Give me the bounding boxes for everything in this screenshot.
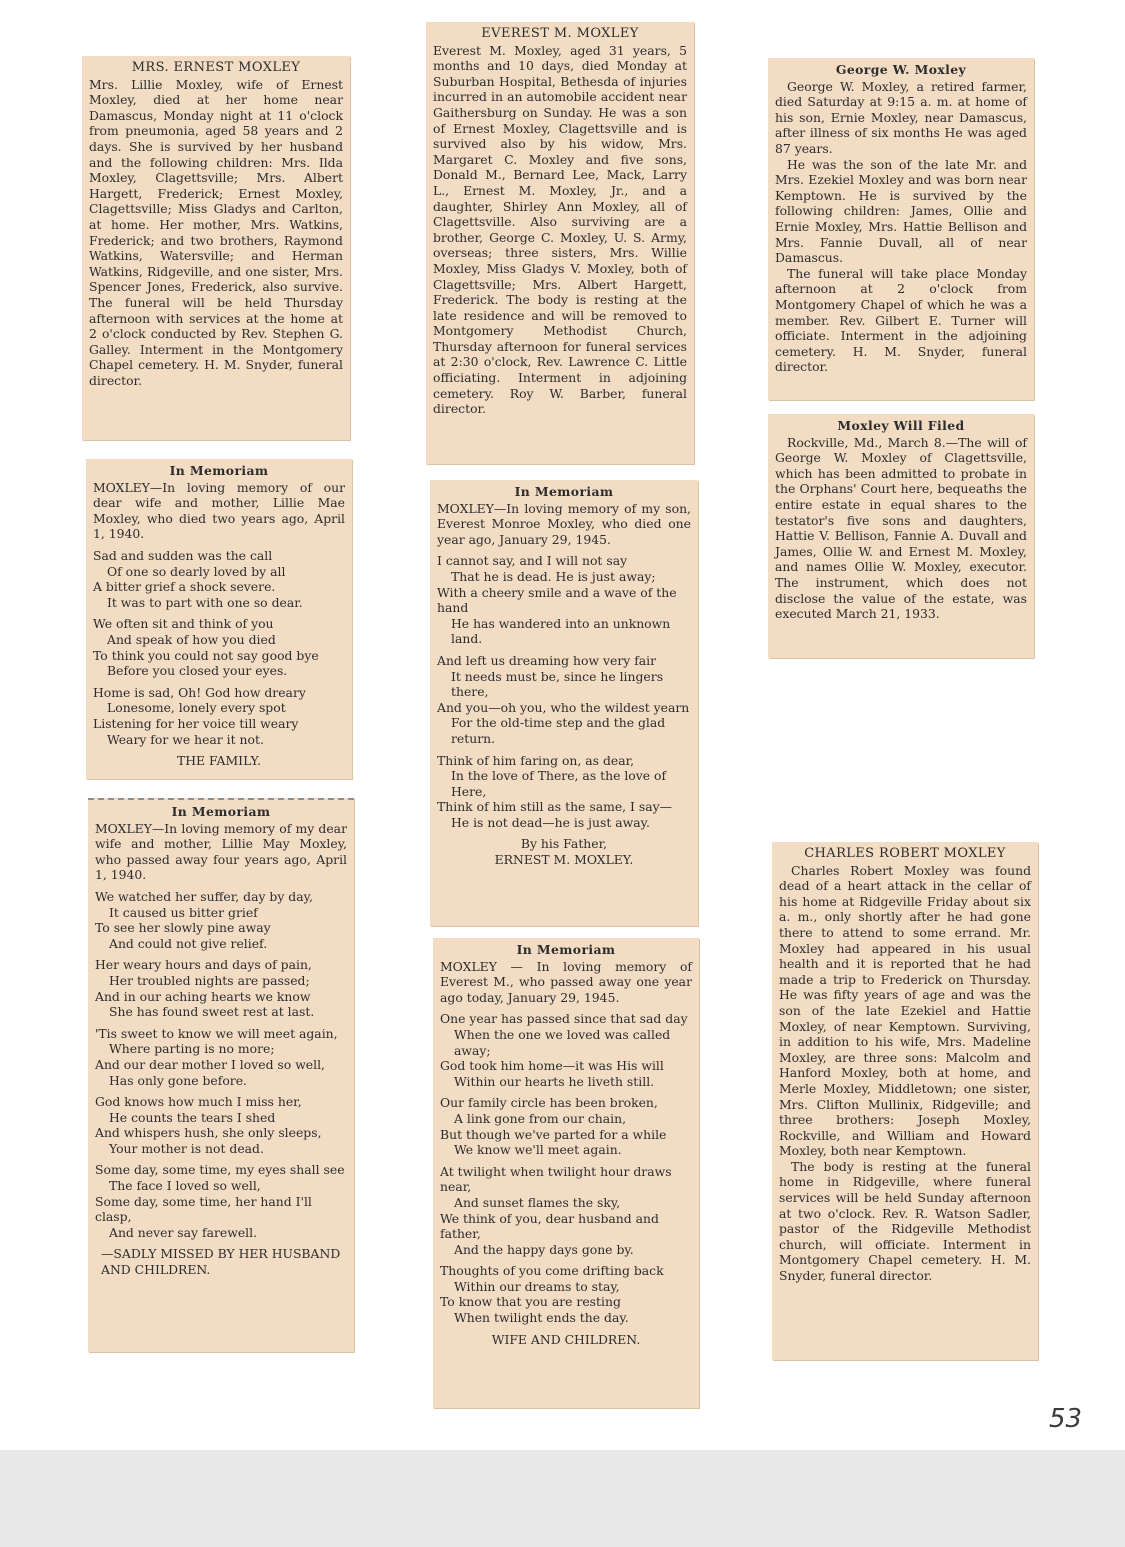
poem-stanza [440, 1164, 692, 1258]
poem-line: And you—oh you, who the wildest yearn [437, 699, 690, 715]
poem-line: One year has passed since that sad day [440, 1011, 688, 1027]
clipping-intro: MOXLEY—In loving memory of my dear wife and mother, Lillie May Moxley, who passed away four years ago, April 1, 1940. [95, 820, 347, 883]
clipping-title: Moxley Will Filed [837, 418, 965, 433]
poem-stanza [95, 1094, 347, 1156]
clipping-intro: MOXLEY — In loving memory of Everest M., who passed away one year ago today, January 29, 1945. [440, 958, 692, 1005]
poem-line: Of one so dearly loved by all [107, 563, 286, 579]
poem-line: When twilight ends the day. [454, 1310, 629, 1326]
clipping-title: EVEREST M. MOXLEY [481, 26, 639, 41]
poem-line: Think of him faring on, as dear, [437, 752, 635, 768]
poem-line: Weary for we hear it not. [107, 731, 264, 747]
clipping-paragraph: Rockville, Md., March 8.—The will of George W. Moxley of Clagettsville, which has been admitted to probate in the Orphans' Court here, bequeaths the entire estate in equal shares to the testator's five sons and daughters, Hattie V. Bellison, Fannie A. Duvall and James, Ollie W. and Ernest M. Moxley, and names Ollie W. Moxley, executor. The instrument, which does not disclose the value of the estate, was executed March 21, 1933. [775, 434, 1027, 622]
poem-stanza [437, 753, 691, 831]
poem-line: The face I loved so well, [109, 1178, 261, 1194]
poem-line: Within our hearts he liveth still. [454, 1073, 655, 1089]
poem-line: To think you could not say good bye [93, 647, 319, 663]
poem-line: Her troubled nights are passed; [109, 972, 310, 988]
poem-line: Some day, some time, her hand I'll clasp, [95, 1193, 312, 1225]
poem-line: Listening for her voice till weary [93, 715, 299, 731]
poem-line: Her weary hours and days of pain, [95, 957, 312, 973]
clipping-title: In Memoriam [171, 804, 271, 819]
poem-line: That he is dead. He is just away; [451, 568, 656, 584]
poem-line: And never say farewell. [109, 1224, 258, 1240]
clipping-title: In Memoriam [514, 484, 614, 499]
poem-stanza [437, 553, 691, 647]
poem-stanza [440, 1095, 692, 1157]
poem-line: Your mother is not dead. [109, 1140, 264, 1156]
poem-line: To know that you are resting [440, 1294, 621, 1310]
obituary-george-w-moxley [768, 58, 1034, 400]
poem-line: God took him home—it was His will [440, 1058, 664, 1074]
poem-line: He has wandered into an unknown land. [451, 615, 671, 647]
poem-line: And speak of how you died [107, 631, 276, 647]
poem-line: Lonesome, lonely every spot [107, 700, 286, 716]
clipping-title: In Memoriam [516, 942, 616, 957]
clipping-intro: MOXLEY—In loving memory of our dear wife and mother, Lillie Mae Moxley, who died two years ago, April 1, 1940. [93, 479, 345, 542]
poem-line: But though we've parted for a while [440, 1126, 667, 1142]
clipping-signature: —SADLY MISSED BY HER HUSBAND AND CHILDREN. [101, 1246, 341, 1278]
clipping-title: MRS. ERNEST MOXLEY [131, 60, 301, 75]
poem-line: And the happy days gone by. [454, 1241, 634, 1257]
poem-line: God knows how much I miss her, [95, 1094, 302, 1110]
poem-stanza [93, 548, 345, 610]
clipping-signature: THE FAMILY. [176, 753, 262, 769]
poem-line: And sunset flames the sky, [454, 1194, 621, 1210]
poem-line: And could not give relief. [109, 935, 268, 951]
poem-line: He counts the tears I shed [109, 1109, 276, 1125]
clipping-body: Mrs. Lillie Moxley, wife of Ernest Moxley, died at her home near Damascus, Monday night at 11 o'clock from pneumonia, aged 58 years and 2 days. She is survived by her husband and the following children: Mrs. Ilda Moxley, Clagettsville; Mrs. Albert Hargett, Frederick; Ernest Moxley, Clagettsville; Miss Gladys and Carlton, at home. Her mother, Mrs. Watkins, Frederick; and two brothers, Raymond Watkins, Watersville; and Herman Watkins, Ridgeville, and one sister, Mrs. Spencer Jones, Frederick, also survive. The funeral will be held Thursday afternoon with services at the home at 2 o'clock conducted by Rev. Stephen G. Galley. Interment in the Montgomery Chapel cemetery. H. M. Snyder, funeral director. [89, 76, 343, 388]
poem-line: Within our dreams to stay, [454, 1278, 620, 1294]
obituary-everest-m-moxley [426, 22, 694, 464]
page-number: 53 [1049, 1404, 1083, 1434]
clipping-paragraph: He was the son of the late Mr. and Mrs. Ezekiel Moxley and was born near Kemptown. He is survived by the following children: James, Ollie and Ernie Moxley, Mrs. Hattie Bellison and Mrs. Fannie Duvall, all of near Damascus. [775, 156, 1027, 266]
poem-line: To see her slowly pine away [95, 920, 271, 936]
clipping-intro: MOXLEY—In loving memory of my son, Everest Monroe Moxley, who died one year ago, January 29, 1945. [437, 500, 691, 547]
clipping-signature: By his Father, ERNEST M. MOXLEY. [494, 836, 634, 868]
clipping-title: In Memoriam [169, 463, 269, 478]
obituary-mrs-ernest-moxley [82, 56, 350, 440]
poem-line: Has only gone before. [109, 1072, 247, 1088]
memoriam-everest-wife-children [433, 938, 699, 1408]
clipping-signature: WIFE AND CHILDREN. [491, 1331, 641, 1347]
poem-stanza [95, 889, 347, 951]
clipping-paragraph: George W. Moxley, a retired farmer, died Saturday at 9:15 a. m. at home of his son, Ernie Moxley, near Damascus, after illness of six months He was aged 87 years. [775, 78, 1027, 156]
poem-line: He is not dead—he is just away. [451, 814, 650, 830]
poem-line: We think of you, dear husband and father, [440, 1210, 659, 1242]
poem-line: In the love of There, as the love of Here, [451, 768, 667, 799]
poem-line: Our family circle has been broken, [440, 1095, 658, 1111]
clipping-title: CHARLES ROBERT MOXLEY [804, 846, 1006, 861]
clipping-body: Everest M. Moxley, aged 31 years, 5 months and 10 days, died Monday at Suburban Hospital, Bethesda of injuries incurred in an automobile accident near Gaithersburg on Sunday. He was a son of Ernest Moxley, Clagettsville and is survived also by his widow, Mrs. Margaret C. Moxley and five sons, Donald M., Bernard Lee, Mack, Larry L., Ernest M. Moxley, Jr., and a daughter, Shirley Ann Moxley, all of Clagettsville. Also surviving are a brother, George C. Moxley, U. S. Army, overseas; three sisters, Mrs. Willie Moxley, Miss Gladys V. Moxley, both of Clagettsville; Mrs. Albert Hargett, Frederick. The body is resting at the late residence and will be removed to Montgomery Methodist Church, Thursday afternoon for funeral services at 2:30 o'clock, Rev. Lawrence C. Little officiating. Interment in adjoining cemetery. Roy W. Barber, funeral director. [433, 42, 687, 417]
poem-line: 'Tis sweet to know we will meet again, [95, 1025, 338, 1041]
memoriam-lillie-may-four-years [88, 798, 354, 1352]
poem-stanza [440, 1263, 692, 1325]
poem-stanza [93, 616, 345, 678]
poem-line: We know we'll meet again. [454, 1142, 622, 1158]
poem-line: Home is sad, Oh! God how dreary [93, 684, 306, 700]
memoriam-lillie-mae-two-years [86, 459, 352, 779]
poem-line: It caused us bitter grief [109, 904, 258, 920]
poem-line: And left us dreaming how very fair [437, 652, 657, 668]
memoriam-everest-by-father [430, 480, 698, 926]
poem-line: When the one we loved was called away; [454, 1026, 671, 1058]
poem-line: It was to part with one so dear. [107, 594, 303, 610]
poem-stanza [95, 957, 347, 1019]
notice-moxley-will-filed [768, 414, 1034, 658]
poem-line: We watched her suffer, day by day, [95, 888, 313, 904]
poem-line: It needs must be, since he lingers there, [451, 668, 664, 700]
poem-stanza [95, 1026, 347, 1088]
poem-line: And in our aching hearts we know [95, 988, 311, 1004]
poem-line: Where parting is no more; [109, 1041, 275, 1057]
clipping-title: George W. Moxley [835, 62, 967, 77]
poem-stanza [93, 685, 345, 747]
poem-line: She has found sweet rest at last. [109, 1004, 315, 1020]
poem-line: Thoughts of you come drifting back [440, 1263, 664, 1279]
poem-line: I cannot say, and I will not say [437, 553, 628, 569]
poem-line: A bitter grief a shock severe. [93, 579, 276, 595]
poem-line: A link gone from our chain, [454, 1110, 627, 1126]
poem-line: Sad and sudden was the call [93, 547, 273, 563]
poem-stanza [95, 1162, 347, 1240]
poem-line: And whispers hush, she only sleeps, [95, 1125, 322, 1141]
clipping-paragraph: The funeral will take place Monday afternoon at 2 o'clock from Montgomery Chapel of which he was a member. Rev. Gilbert E. Turner will officiate. Interment in the adjoining cemetery. H. M. Snyder, funeral director. [775, 265, 1027, 375]
poem-line: Before you closed your eyes. [107, 663, 288, 679]
clipping-paragraph: Charles Robert Moxley was found dead of a heart attack in the cellar of his home at Ridgeville Friday about six a. m., only shortly after he had gone there to attend to some errand. Mr. Moxley had appeared in his usual health and it is reported that he had made a trip to Frederick on Thursday. He was fifty years of age and was the son of the late Ezekiel and Hattie Moxley, of near Kemptown. Surviving, in addition to his wife, Mrs. Madeline Moxley, are three sons: Malcolm and Hanford Moxley, both at home, and Merle Moxley, Middletown; one sister, Mrs. Clifton Mullinix, Ridgeville; and three brothers: Joseph Moxley, Rockville, and William and Howard Moxley, both near Kemptown. [779, 862, 1031, 1159]
poem-line: At twilight when twilight hour draws near, [440, 1163, 672, 1195]
poem-line: Some day, some time, my eyes shall see [95, 1162, 345, 1178]
obituary-charles-robert-moxley [772, 842, 1038, 1360]
scanner-background [0, 1450, 1125, 1547]
poem-line: And our dear mother I loved so well, [95, 1056, 325, 1072]
poem-stanza [440, 1011, 692, 1089]
poem-stanza [437, 653, 691, 747]
poem-line: For the old-time step and the glad return. [451, 715, 666, 746]
clipping-paragraph: The body is resting at the funeral home in Ridgeville, where funeral services will be held Sunday afternoon at two o'clock. Rev. R. Watson Sadler, pastor of the Ridgeville Methodist church, will officiate. Interment in Montgomery Chapel cemetery. H. M. Snyder, funeral director. [779, 1158, 1031, 1284]
poem-line: With a cheery smile and a wave of the hand [437, 584, 677, 616]
poem-line: Think of him still as the same, I say— [437, 799, 673, 815]
poem-line: We often sit and think of you [93, 616, 274, 632]
